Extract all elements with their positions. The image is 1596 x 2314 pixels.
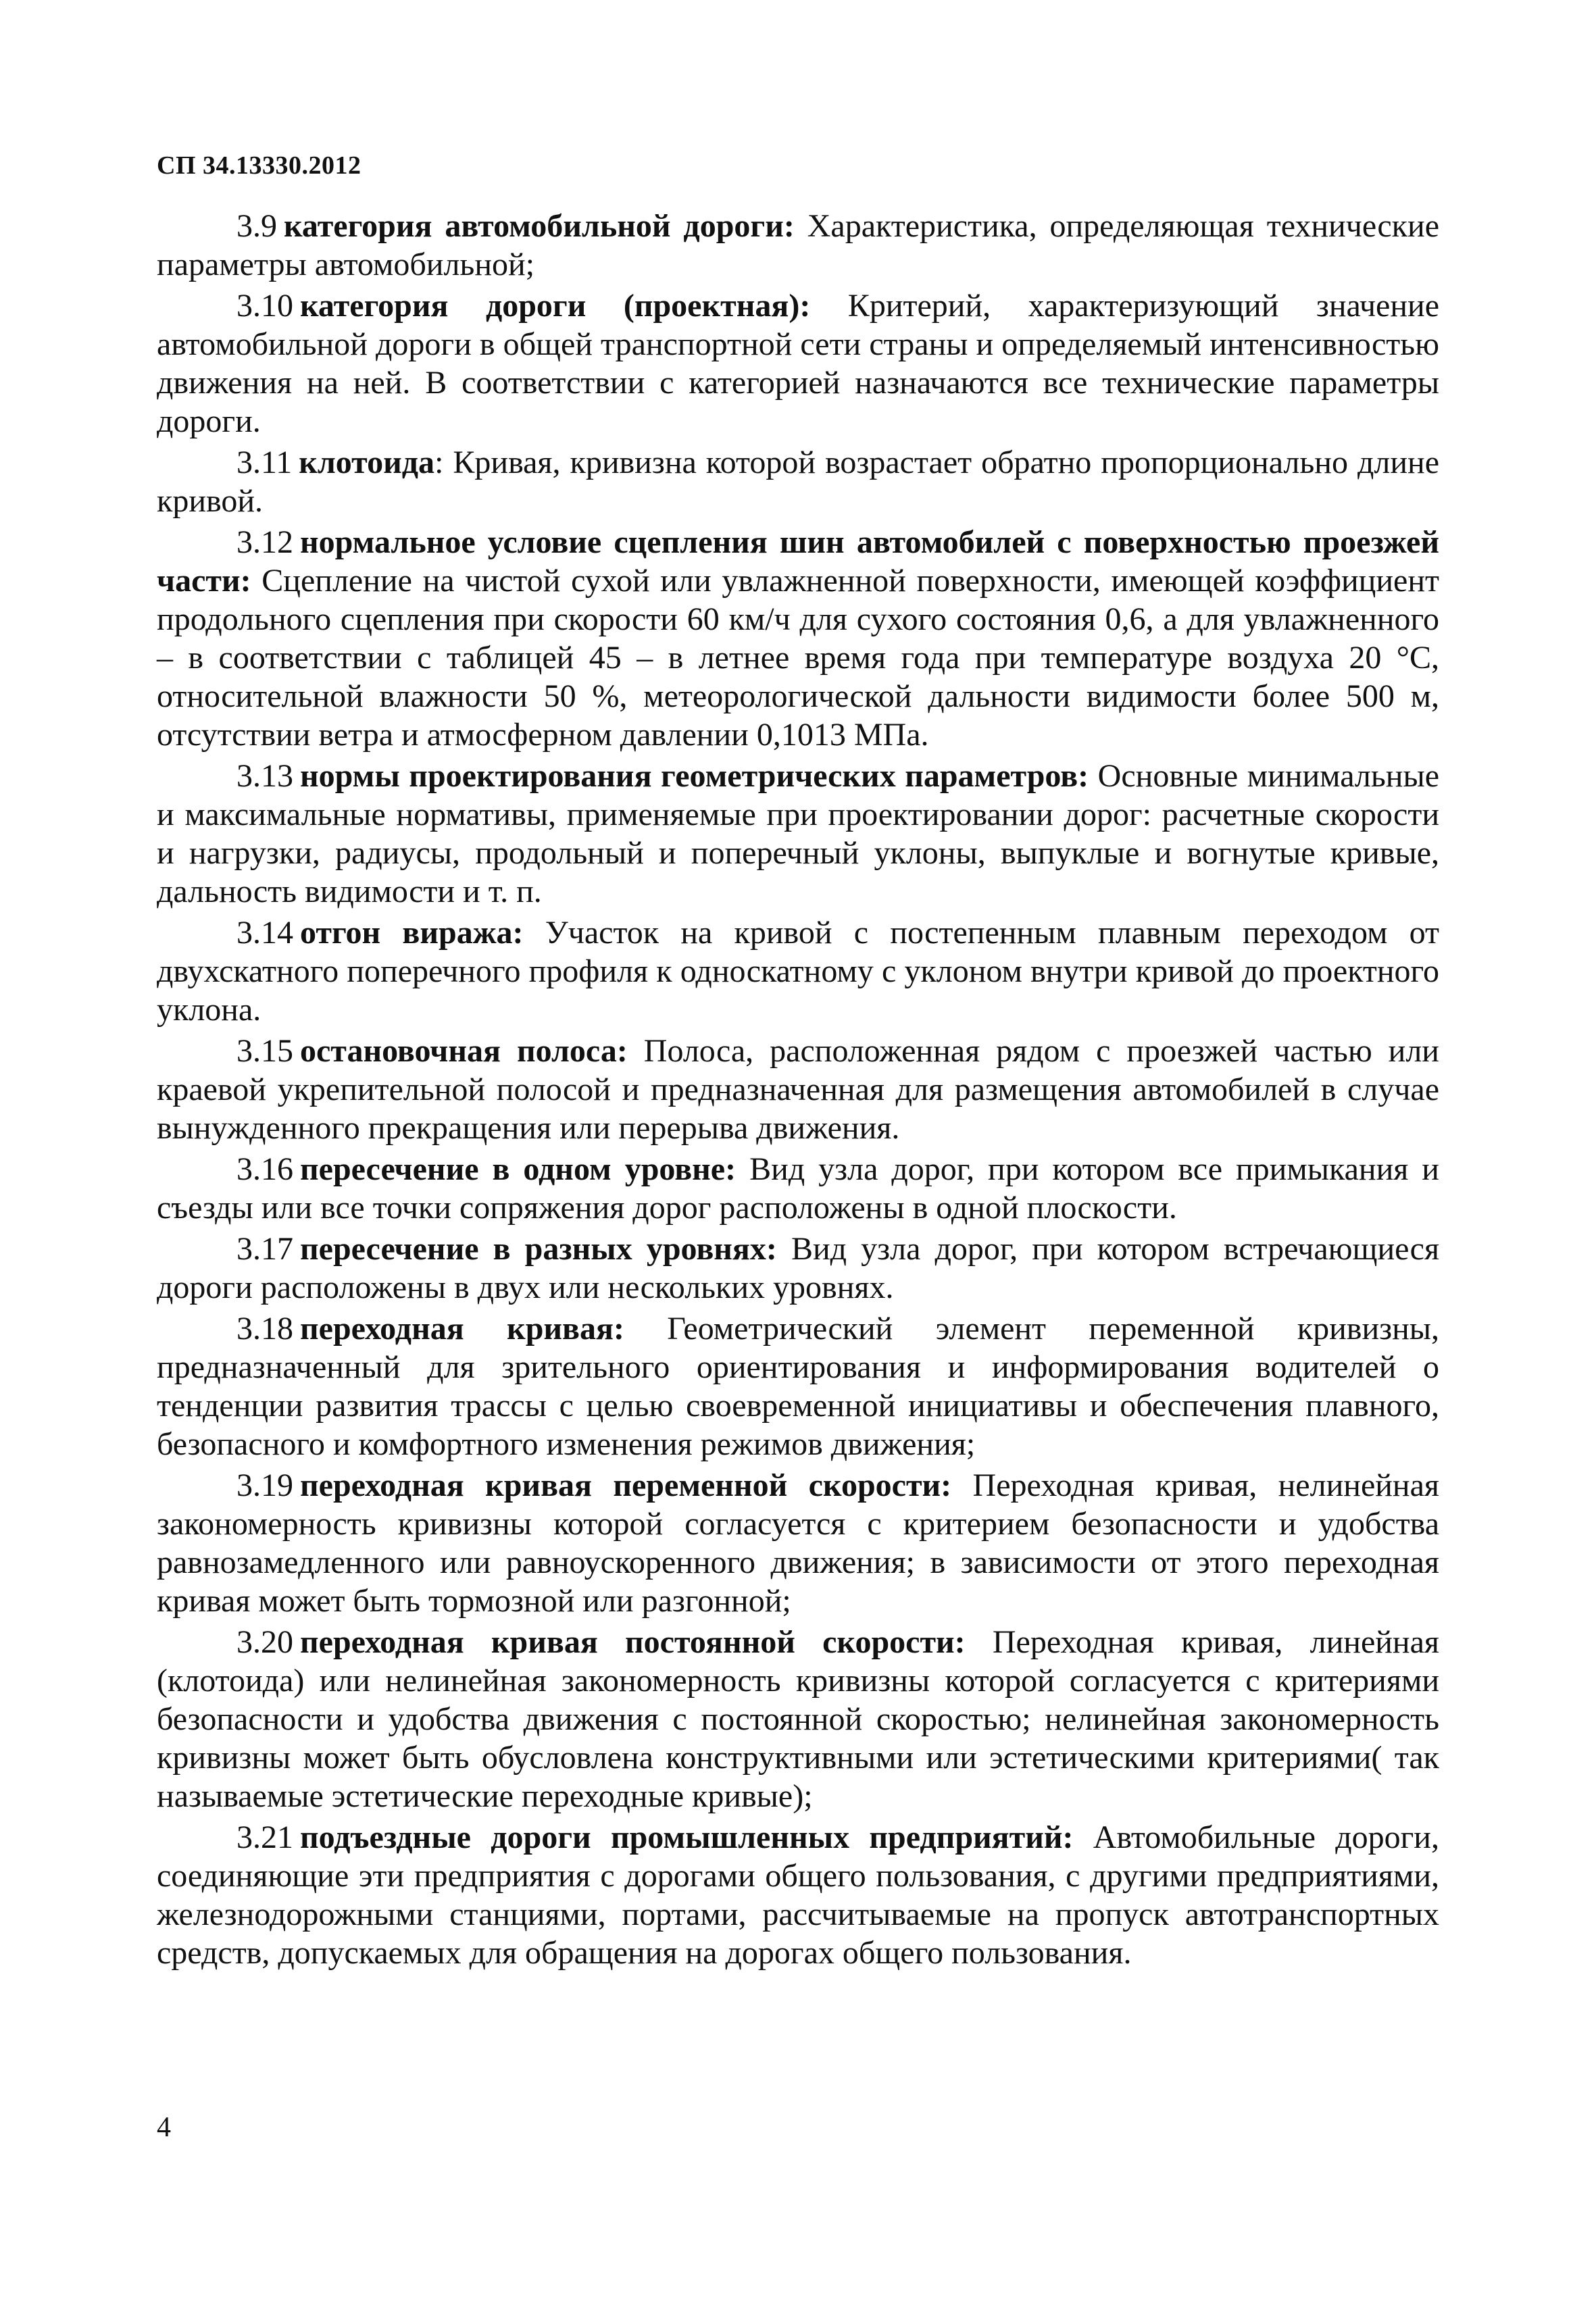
definition-entry — [157, 1466, 1439, 1620]
definition-text: Автомобильные дороги, соединяющие эти предприятия с дорогами общего пользования, с другими предприятиями, железнодорожными станциями, портами, рассчитываемые на пропуск автотранспортных средств, допускаемых для обращения на дорогах общего пользования. — [157, 1819, 1439, 1971]
definition-number: 3.11 — [236, 445, 293, 480]
definitions-list — [157, 207, 1439, 1975]
definition-number: 3.16 — [236, 1151, 293, 1187]
definition-text: Вид узла дорог, при котором встречающиеся дороги расположены в двух или нескольких уровнях. — [157, 1231, 1440, 1305]
definition-entry — [157, 523, 1439, 754]
definition-entry — [157, 1818, 1439, 1972]
definition-term: переходная кривая: — [300, 1311, 624, 1347]
definition-entry — [157, 757, 1439, 911]
definition-number: 3.15 — [236, 1033, 293, 1069]
document-code-header: СП 34.13330.2012 — [157, 151, 361, 180]
definition-term: отгон виража: — [300, 915, 524, 951]
definition-text: Основные минимальные и максимальные нормативы, применяемые при проектировании дорог: расчетные скорости и нагрузки, радиусы, продольный и поперечный уклоны, выпуклые и вогнутые кривые, дальность видимости и т. п. — [157, 758, 1440, 909]
definition-term: клотоида — [299, 445, 435, 480]
definition-number: 3.17 — [236, 1231, 293, 1267]
definition-entry — [157, 1309, 1439, 1463]
definition-text: Полоса, расположенная рядом с проезжей частью или краевой укрепительной полосой и предназначенная для размещения автомобилей в случае вынужденного прекращения или перерыва движения. — [157, 1033, 1439, 1146]
definition-number: 3.21 — [236, 1819, 293, 1855]
definition-entry — [157, 1032, 1439, 1147]
definition-term: нормальное условие сцепления шин автомобилей с поверхностью проезжей части: — [157, 524, 1439, 599]
definition-number: 3.20 — [236, 1624, 293, 1660]
definition-term: пересечение в одном уровне: — [300, 1151, 737, 1187]
definition-text: Вид узла дорог, при котором все примыкания и съезды или все точки сопряжения дорог расположены в одной плоскости. — [157, 1151, 1439, 1226]
definition-number: 3.10 — [236, 288, 293, 324]
definition-text: Участок на кривой с постепенным плавным переходом от двухскатного поперечного профиля к односкатному с уклоном внутри кривой до проектного уклона. — [157, 915, 1439, 1028]
definition-term: переходная кривая постоянной скорости: — [300, 1624, 966, 1660]
page-number: 4 — [157, 2112, 171, 2143]
definition-number: 3.9 — [236, 208, 277, 244]
definition-number: 3.19 — [236, 1467, 293, 1503]
definition-text: : Кривая, кривизна которой возрастает обратно пропорционально длине кривой. — [157, 445, 1439, 519]
definition-text: Критерий, характеризующий значение автомобильной дороги в общей транспортной сети страны и определяемый интенсивностью движения на ней. В соответствии с категорией назначаются все технические параметры дороги. — [157, 288, 1440, 439]
definition-term: категория дороги (проектная): — [300, 288, 811, 324]
definition-term: пересечение в разных уровнях: — [300, 1231, 777, 1267]
definition-text: Геометрический элемент переменной кривизны, предназначенный для зрительного ориентирования и информирования водителей о тенденции развития трассы с целью своевременной инициативы и обеспечения плавного, безопасного и комфортного изменения режимов движения; — [157, 1311, 1440, 1462]
definition-number: 3.13 — [236, 758, 293, 794]
definition-entry — [157, 913, 1439, 1029]
definition-term: нормы проектирования геометрических параметров: — [300, 758, 1089, 794]
definition-number: 3.14 — [236, 915, 293, 951]
definition-term: категория автомобильной дороги: — [284, 208, 795, 244]
definition-text: Переходная кривая, нелинейная закономерность кривизны которой согласуется с критерием безопасности и удобства равнозамедленного или равноускоренного движения; в зависимости от этого переходная кривая может быть тормозной или разгонной; — [157, 1467, 1440, 1619]
definition-term: переходная кривая переменной скорости: — [300, 1467, 952, 1503]
definition-text: Сцепление на чистой сухой или увлажненной поверхности, имеющей коэффициент продольного сцепления при скорости 60 км/ч для сухого состояния 0,6, а для увлажненного – в соответствии с таблицей 45 – в летнее время года при температуре воздуха 20 °С, относительной влажности 50 %, метеорологической дальности видимости более 500 м, отсутствии ветра и атмосферном давлении 0,1013 МПа. — [157, 563, 1440, 753]
definition-entry — [157, 1623, 1439, 1815]
definition-number: 3.18 — [236, 1311, 293, 1347]
definition-entry — [157, 286, 1439, 441]
definition-term: подъездные дороги промышленных предприятий: — [300, 1819, 1074, 1855]
definition-text: Переходная кривая, линейная (клотоида) или нелинейная закономерность кривизны которой согласуется с критериями безопасности и удобства движения с постоянной скоростью; нелинейная закономерность кривизны может быть обусловлена конструктивными или эстетическими критериями( так называемые эстетические переходные кривые); — [157, 1624, 1440, 1814]
definition-number: 3.12 — [236, 524, 293, 560]
definition-entry — [157, 1150, 1439, 1227]
definition-text: Характеристика, определяющая технические параметры автомобильной; — [157, 208, 1439, 282]
definition-entry — [157, 443, 1439, 520]
definition-entry — [157, 1230, 1439, 1307]
definition-term: остановочная полоса: — [300, 1033, 628, 1069]
definition-entry — [157, 207, 1439, 284]
